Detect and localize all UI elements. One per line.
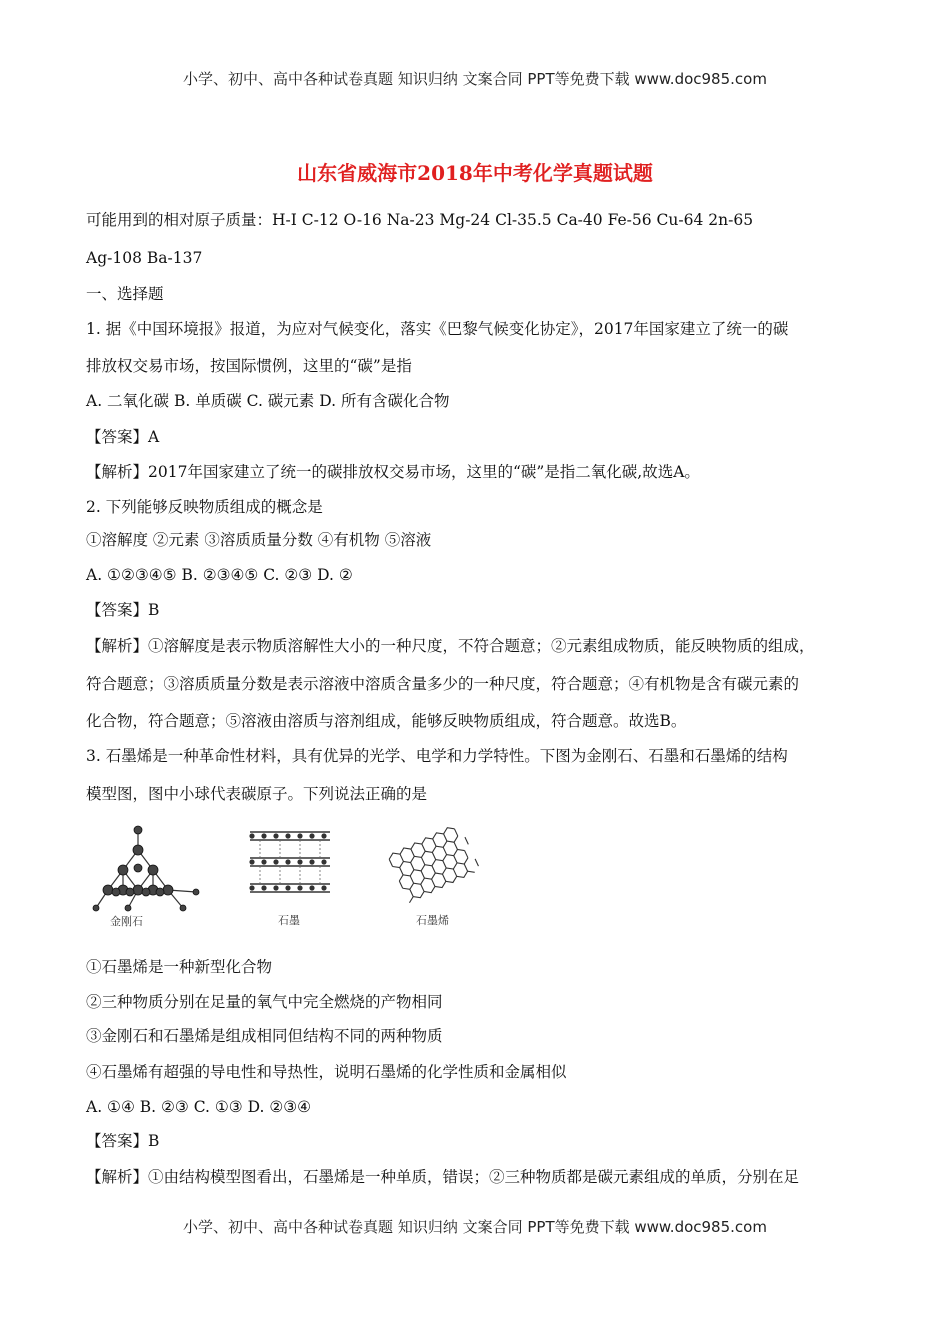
q1-analysis: 【解析】2017年国家建立了统一的碳排放权交易市场，这里的“碳”是指二氧化碳,故选A。 <box>86 463 700 481</box>
graphene-structure <box>386 820 486 932</box>
page-footer: 小学、初中、高中各种试卷真题 知识归纳 文案合同 PPT等免费下载 www.doc985.com <box>183 1218 767 1236</box>
q3-statement-2: ②三种物质分别在足量的氧气中完全燃烧的产物相同 <box>86 993 443 1011</box>
q2-items: ①溶解度 ②元素 ③溶质质量分数 ④有机物 ⑤溶液 <box>86 531 432 549</box>
q1-options: A. 二氧化碳 B. 单质碳 C. 碳元素 D. 所有含碳化合物 <box>86 392 450 410</box>
diamond-structure-icon <box>88 820 208 915</box>
graphene-caption: 石墨烯 <box>416 914 449 927</box>
diamond-structure <box>88 820 208 932</box>
q2-answer: 【答案】B <box>86 601 160 619</box>
section-heading: 一、选择题 <box>86 285 164 303</box>
q3-statement-3: ③金刚石和石墨烯是组成相同但结构不同的两种物质 <box>86 1027 443 1045</box>
atomic-mass-line-1: 可能用到的相对原子质量：H-I C-12 O-16 Na-23 Mg-24 Cl-35.5 Ca-40 Fe-56 Cu-64 2n-65 <box>86 211 754 229</box>
page-title: 山东省威海市2018年中考化学真题试题 <box>297 161 653 185</box>
q3-options: A. ①④ B. ②③ C. ①③ D. ②③④ <box>86 1098 312 1116</box>
q2-options: A. ①②③④⑤ B. ②③④⑤ C. ②③ D. ② <box>86 566 353 584</box>
atomic-mass-line-2: Ag-108 Ba-137 <box>86 249 203 267</box>
q3-analysis: 【解析】①由结构模型图看出，石墨烯是一种单质，错误；②三种物质都是碳元素组成的单质，分别在足 <box>86 1168 800 1186</box>
diamond-caption: 金刚石 <box>110 915 143 928</box>
q2-analysis-line-2: 符合题意；③溶质质量分数是表示溶液中溶质含量多少的一种尺度，符合题意；④有机物是含有碳元素的 <box>86 675 800 693</box>
q3-stem-line-1: 3. 石墨烯是一种革命性材料，具有优异的光学、电学和力学特性。下图为金刚石、石墨和石墨烯的结构 <box>86 747 788 765</box>
q1-stem-line-1: 1. 据《中国环境报》报道，为应对气候变化，落实《巴黎气候变化协定》，2017年国家建立了统一的碳 <box>86 320 789 338</box>
q3-stem-line-2: 模型图，图中小球代表碳原子。下列说法正确的是 <box>86 785 428 803</box>
q1-answer: 【答案】A <box>86 428 160 446</box>
q3-statement-1: ①石墨烯是一种新型化合物 <box>86 958 273 976</box>
graphite-caption: 石墨 <box>278 914 300 927</box>
q2-analysis-line-3: 化合物，符合题意；⑤溶液由溶质与溶剂组成，能够反映物质组成，符合题意。故选B。 <box>86 712 687 730</box>
q2-analysis-line-1: 【解析】①溶解度是表示物质溶解性大小的一种尺度，不符合题意；②元素组成物质，能反映物质的组成， <box>86 637 815 655</box>
page-header: 小学、初中、高中各种试卷真题 知识归纳 文案合同 PPT等免费下载 www.doc985.com <box>183 70 767 88</box>
q3-statement-4: ④石墨烯有超强的导电性和导热性，说明石墨烯的化学性质和金属相似 <box>86 1063 567 1081</box>
graphene-structure-icon <box>386 820 486 910</box>
q3-answer: 【答案】B <box>86 1132 160 1150</box>
q2-stem: 2. 下列能够反映物质组成的概念是 <box>86 498 323 516</box>
carbon-structures-figure <box>88 820 508 932</box>
graphite-structure-icon <box>240 820 340 910</box>
graphite-structure <box>240 820 340 932</box>
q1-stem-line-2: 排放权交易市场，按国际惯例，这里的“碳”是指 <box>86 357 412 375</box>
